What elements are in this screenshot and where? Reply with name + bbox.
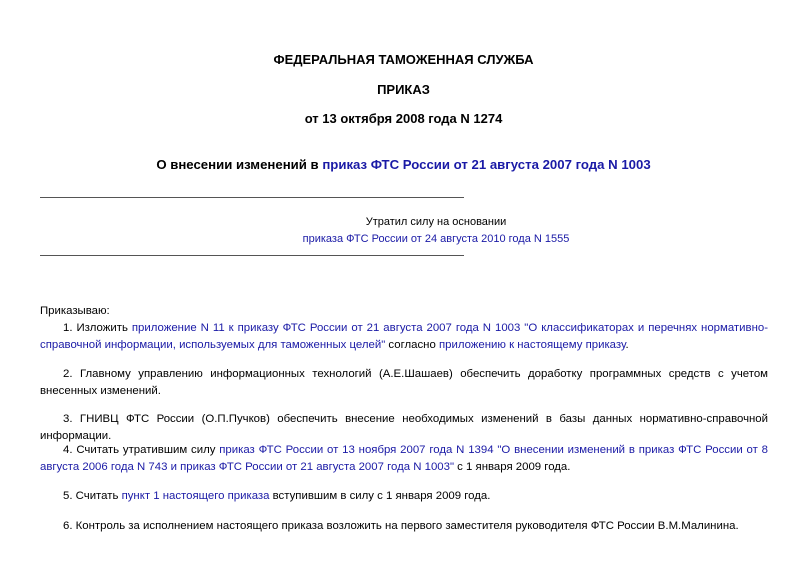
p1-middle: согласно [385,339,439,351]
p1-prefix: 1. Изложить [63,322,132,334]
title-prefix: О внесении изменений в [156,157,323,172]
p1-link-appendix[interactable]: приложение N 11 к приказу ФТС России от 21 августа 2007 года N 1003 "О классификаторах и перечнях нормативно-справочной информации, используемых для таможенных целей" [40,322,768,351]
divider-top [40,197,464,198]
status-note-text: Утратил силу на основании [365,216,507,228]
paragraph-6: 6. Контроль за исполнением настоящего приказа возложить на первого заместителя руководителя ФТС России В.М.Малинина. [63,520,739,532]
status-note-line [230,233,642,245]
date-number-heading: от 13 октября 2008 года N 1274 [304,111,503,126]
title-link[interactable]: приказ ФТС России от 21 августа 2007 года N 1003 [322,157,651,172]
paragraph-4 [40,442,768,476]
status-note-link[interactable]: приказа ФТС России от 24 августа 2010 года N 1555 [302,233,570,245]
p4-link-order[interactable]: приказ ФТС России от 13 ноября 2007 года N 1394 "О внесении изменений в приказ ФТС России от 8 августа 2006 года N 743 и приказ ФТС России от 21 августа 2007 года N 1003" [40,444,768,473]
doc-type-heading: ПРИКАЗ [377,82,430,97]
p5-suffix: вступившим в силу с 1 января 2009 года. [269,490,491,502]
p5-link-clause[interactable]: пункт 1 настоящего приказа [121,490,270,502]
p1-link-attachment[interactable]: приложению к настоящему приказу [438,339,626,351]
p4-suffix: с 1 января 2009 года. [454,461,571,473]
intro-text: Приказываю: [40,305,110,317]
paragraph-5 [40,488,768,505]
paragraph-3: 3. ГНИВЦ ФТС России (О.П.Пучков) обеспечить внесение необходимых изменений в базы данных нормативно-справочной информации. [40,413,768,442]
paragraph-1 [40,320,768,354]
divider-bottom [40,255,464,256]
document-title [0,157,807,172]
p5-prefix: 5. Считать [63,490,122,502]
p1-suffix: . [625,339,629,351]
org-heading: ФЕДЕРАЛЬНАЯ ТАМОЖЕННАЯ СЛУЖБА [273,52,534,67]
p4-prefix: 4. Считать утратившим силу [63,444,220,456]
paragraph-2: 2. Главному управлению информационных технологий (А.Е.Шашаев) обеспечить доработку программных средств с учетом внесенных изменений. [40,368,768,397]
